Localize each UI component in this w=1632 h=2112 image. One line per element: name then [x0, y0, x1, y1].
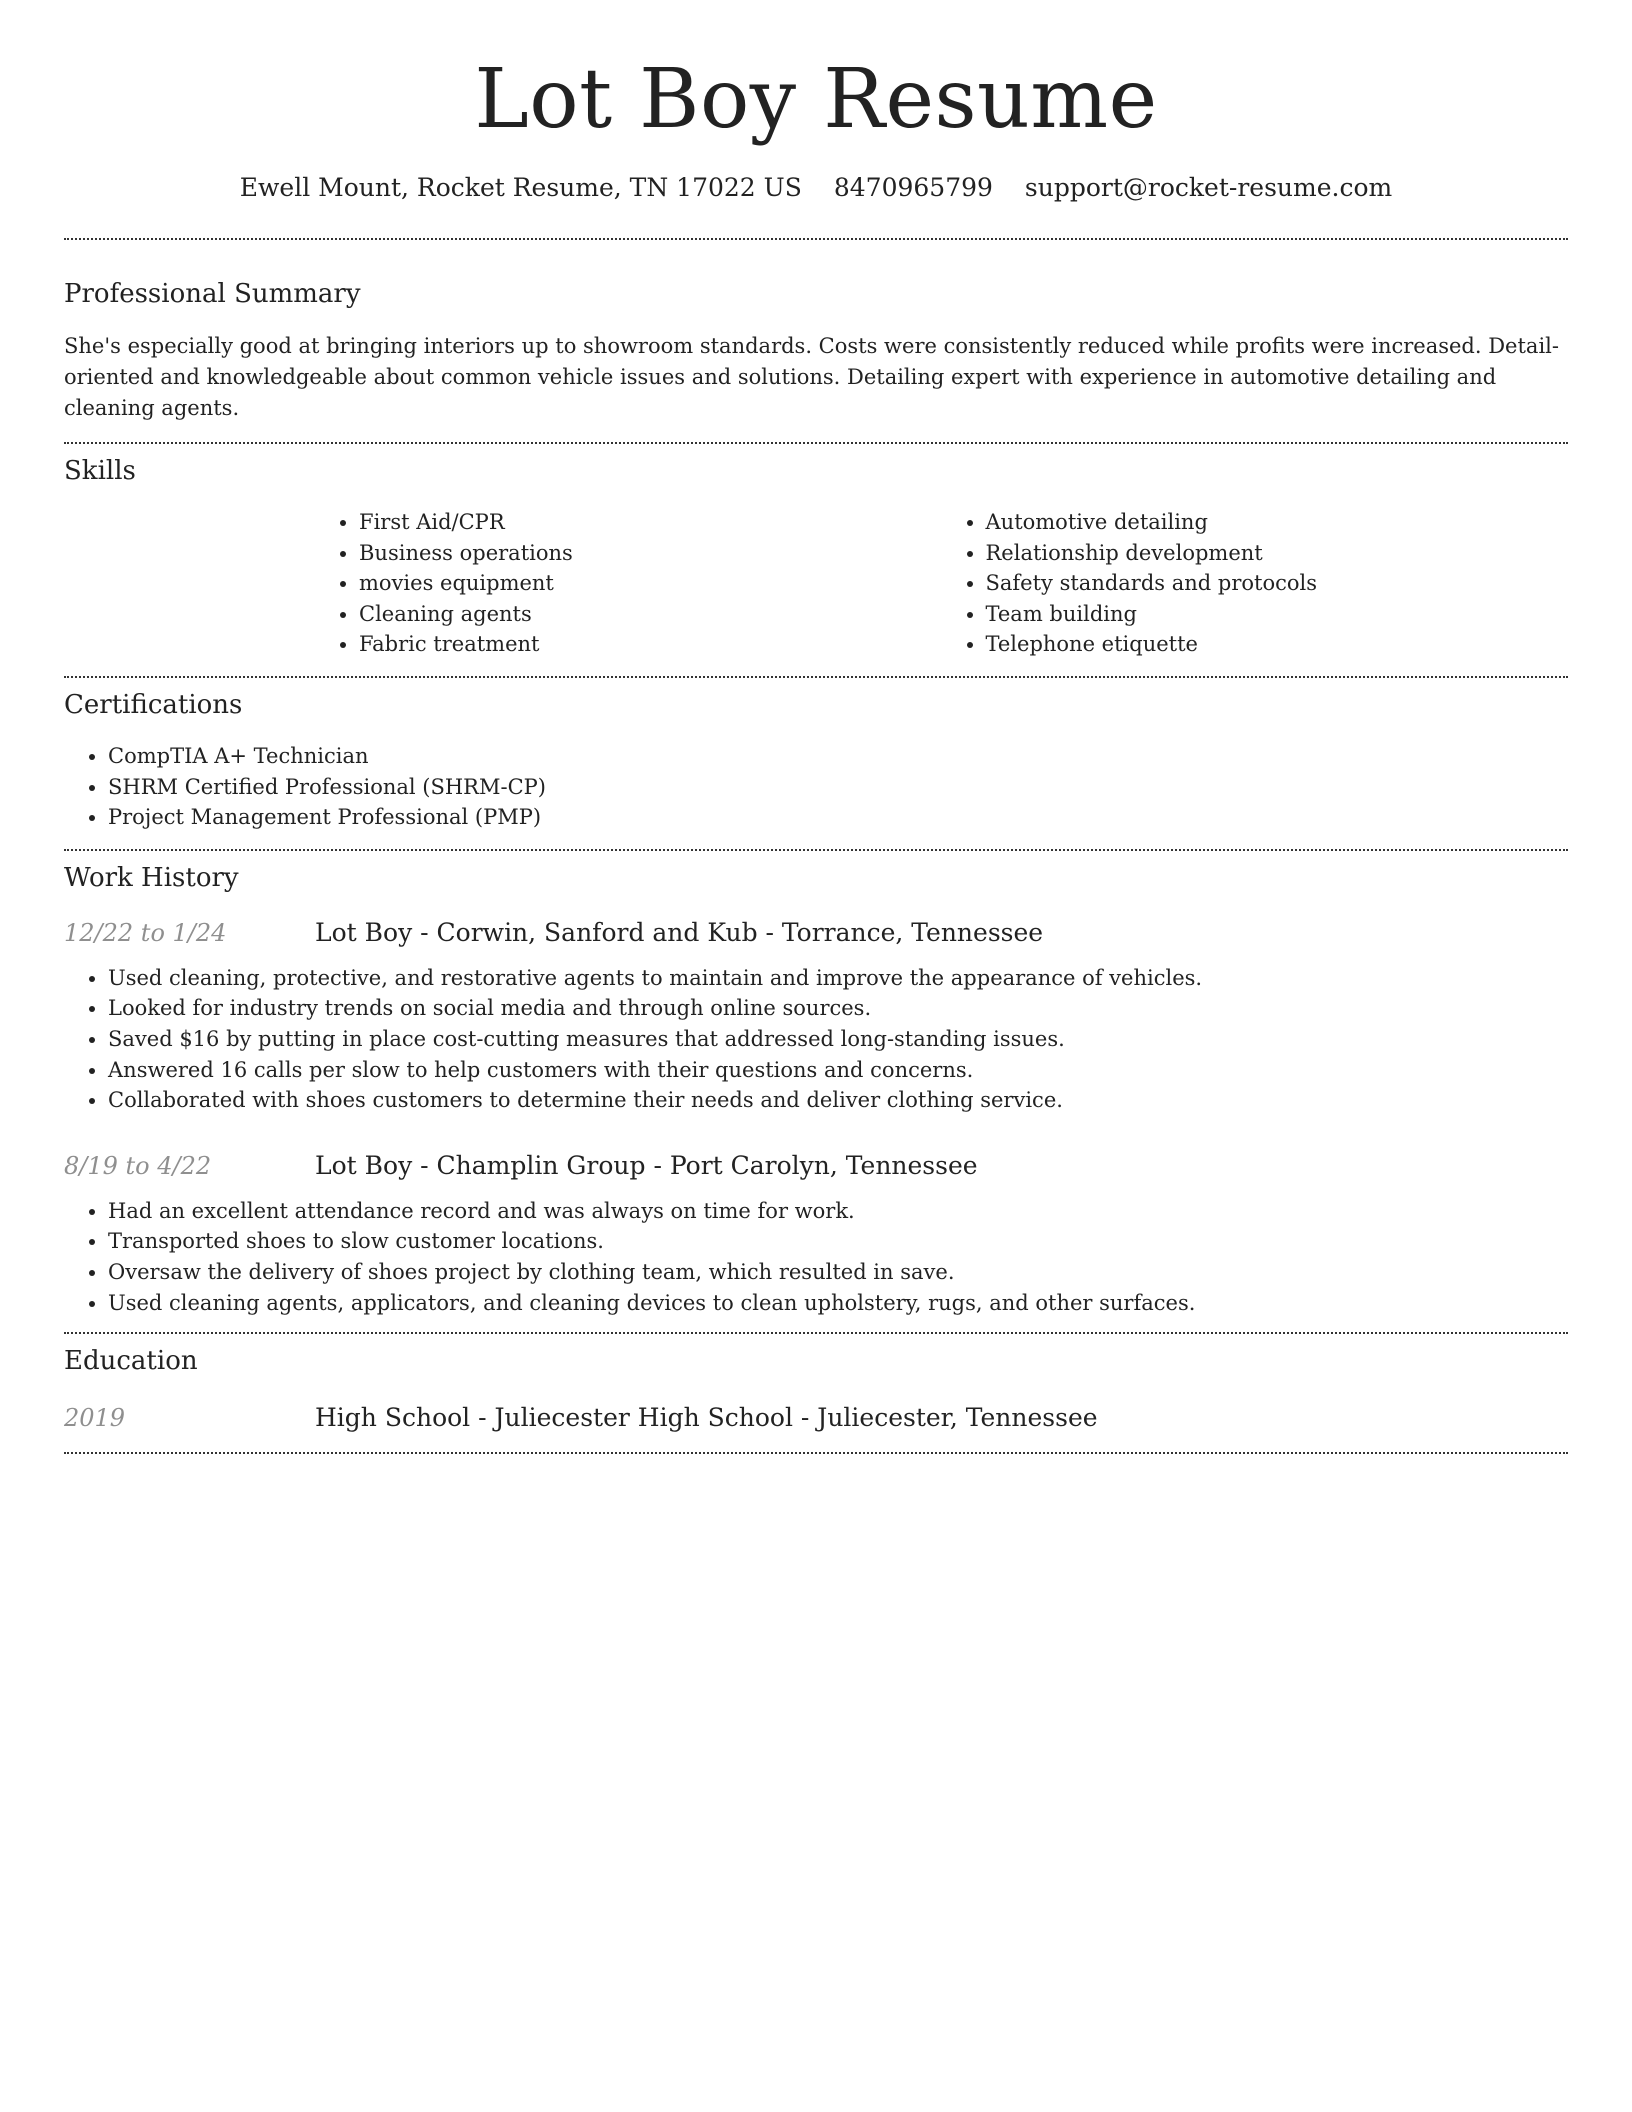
- job-header: [64, 1150, 1568, 1182]
- skills-list-right: [942, 507, 1569, 660]
- skill-item: • movies equipment: [359, 568, 942, 599]
- job-bullet: • Answered 16 calls per slow to help customers with their questions and concerns.: [108, 1055, 1568, 1086]
- contact-line: [64, 172, 1568, 204]
- summary-text: She's especially good at bringing interiors up to showroom standards. Costs were consistently reduced while profits were increased. Detail-oriented and knowledgeable about common vehicle issues and solutions. Detailing expert with experience in automotive detailing and cleaning agents.: [64, 334, 1559, 420]
- job-bullet: • Had an excellent attendance record and was always on time for work.: [108, 1196, 1568, 1227]
- certifications-section: [64, 678, 1568, 849]
- education-year: 2019: [64, 1404, 126, 1433]
- certification-item: • CompTIA A+ Technician: [108, 741, 1568, 772]
- skill-item: • Safety standards and protocols: [986, 568, 1569, 599]
- education-section: [64, 1334, 1568, 1452]
- contact-email: support@rocket-resume.com: [1024, 173, 1393, 202]
- summary-section: [64, 240, 1568, 442]
- job-entry: [64, 917, 1568, 1116]
- skill-item: • First Aid/CPR: [359, 507, 942, 538]
- certifications-heading: Certifications: [64, 689, 243, 720]
- certification-item: • SHRM Certified Professional (SHRM-CP): [108, 772, 1568, 803]
- job-bullet: • Oversaw the delivery of shoes project by clothing team, which resulted in save.: [108, 1257, 1568, 1288]
- job-dates: 8/19 to 4/22: [64, 1151, 212, 1180]
- contact-address: Ewell Mount, Rocket Resume, TN 17022 US: [239, 173, 802, 202]
- resume-title: Lot Boy Resume: [474, 52, 1158, 147]
- skill-item: • Relationship development: [986, 538, 1569, 569]
- divider: [64, 1452, 1568, 1454]
- job-bullet: • Used cleaning agents, applicators, and cleaning devices to clean upholstery, rugs, and other surfaces.: [108, 1288, 1568, 1319]
- job-dates: 12/22 to 1/24: [64, 918, 227, 947]
- education-entry: [64, 1402, 1568, 1434]
- certification-item: • Project Management Professional (PMP): [108, 802, 1568, 833]
- skill-item: • Business operations: [359, 538, 942, 569]
- job-header: [64, 917, 1568, 949]
- job-bullets: [64, 1196, 1568, 1318]
- work-history-section: [64, 851, 1568, 1332]
- skills-columns: [315, 507, 1568, 660]
- skill-item: • Fabric treatment: [359, 629, 942, 660]
- skills-list-left: [315, 507, 942, 660]
- job-bullet: • Transported shoes to slow customer locations.: [108, 1226, 1568, 1257]
- resume-page: [64, 0, 1568, 1454]
- skill-item: • Team building: [986, 599, 1569, 630]
- summary-heading: Professional Summary: [64, 279, 361, 309]
- job-bullets: [64, 963, 1568, 1116]
- job-bullet: • Saved $16 by putting in place cost-cutting measures that addressed long-standing issues.: [108, 1024, 1568, 1055]
- job-bullet: • Used cleaning, protective, and restorative agents to maintain and improve the appearance of vehicles.: [108, 963, 1568, 994]
- contact-phone: 8470965799: [833, 173, 993, 202]
- skills-heading: Skills: [64, 456, 136, 486]
- skill-item: • Telephone etiquette: [986, 629, 1569, 660]
- job-bullet: • Looked for industry trends on social media and through online sources.: [108, 993, 1568, 1024]
- skill-item: • Automotive detailing: [986, 507, 1569, 538]
- job-bullet: • Collaborated with shoes customers to determine their needs and deliver clothing service.: [108, 1085, 1568, 1116]
- skills-section: [64, 444, 1568, 676]
- work-history-heading: Work History: [64, 862, 239, 893]
- skill-item: • Cleaning agents: [359, 599, 942, 630]
- education-title: High School - Juliecester High School - Juliecester, Tennessee: [315, 1403, 1098, 1433]
- job-entry: [64, 1150, 1568, 1318]
- education-heading: Education: [64, 1346, 198, 1377]
- job-title: Lot Boy - Champlin Group - Port Carolyn, Tennessee: [315, 1150, 978, 1180]
- job-title: Lot Boy - Corwin, Sanford and Kub - Torrance, Tennessee: [315, 917, 1044, 947]
- certifications-list: [64, 741, 1568, 833]
